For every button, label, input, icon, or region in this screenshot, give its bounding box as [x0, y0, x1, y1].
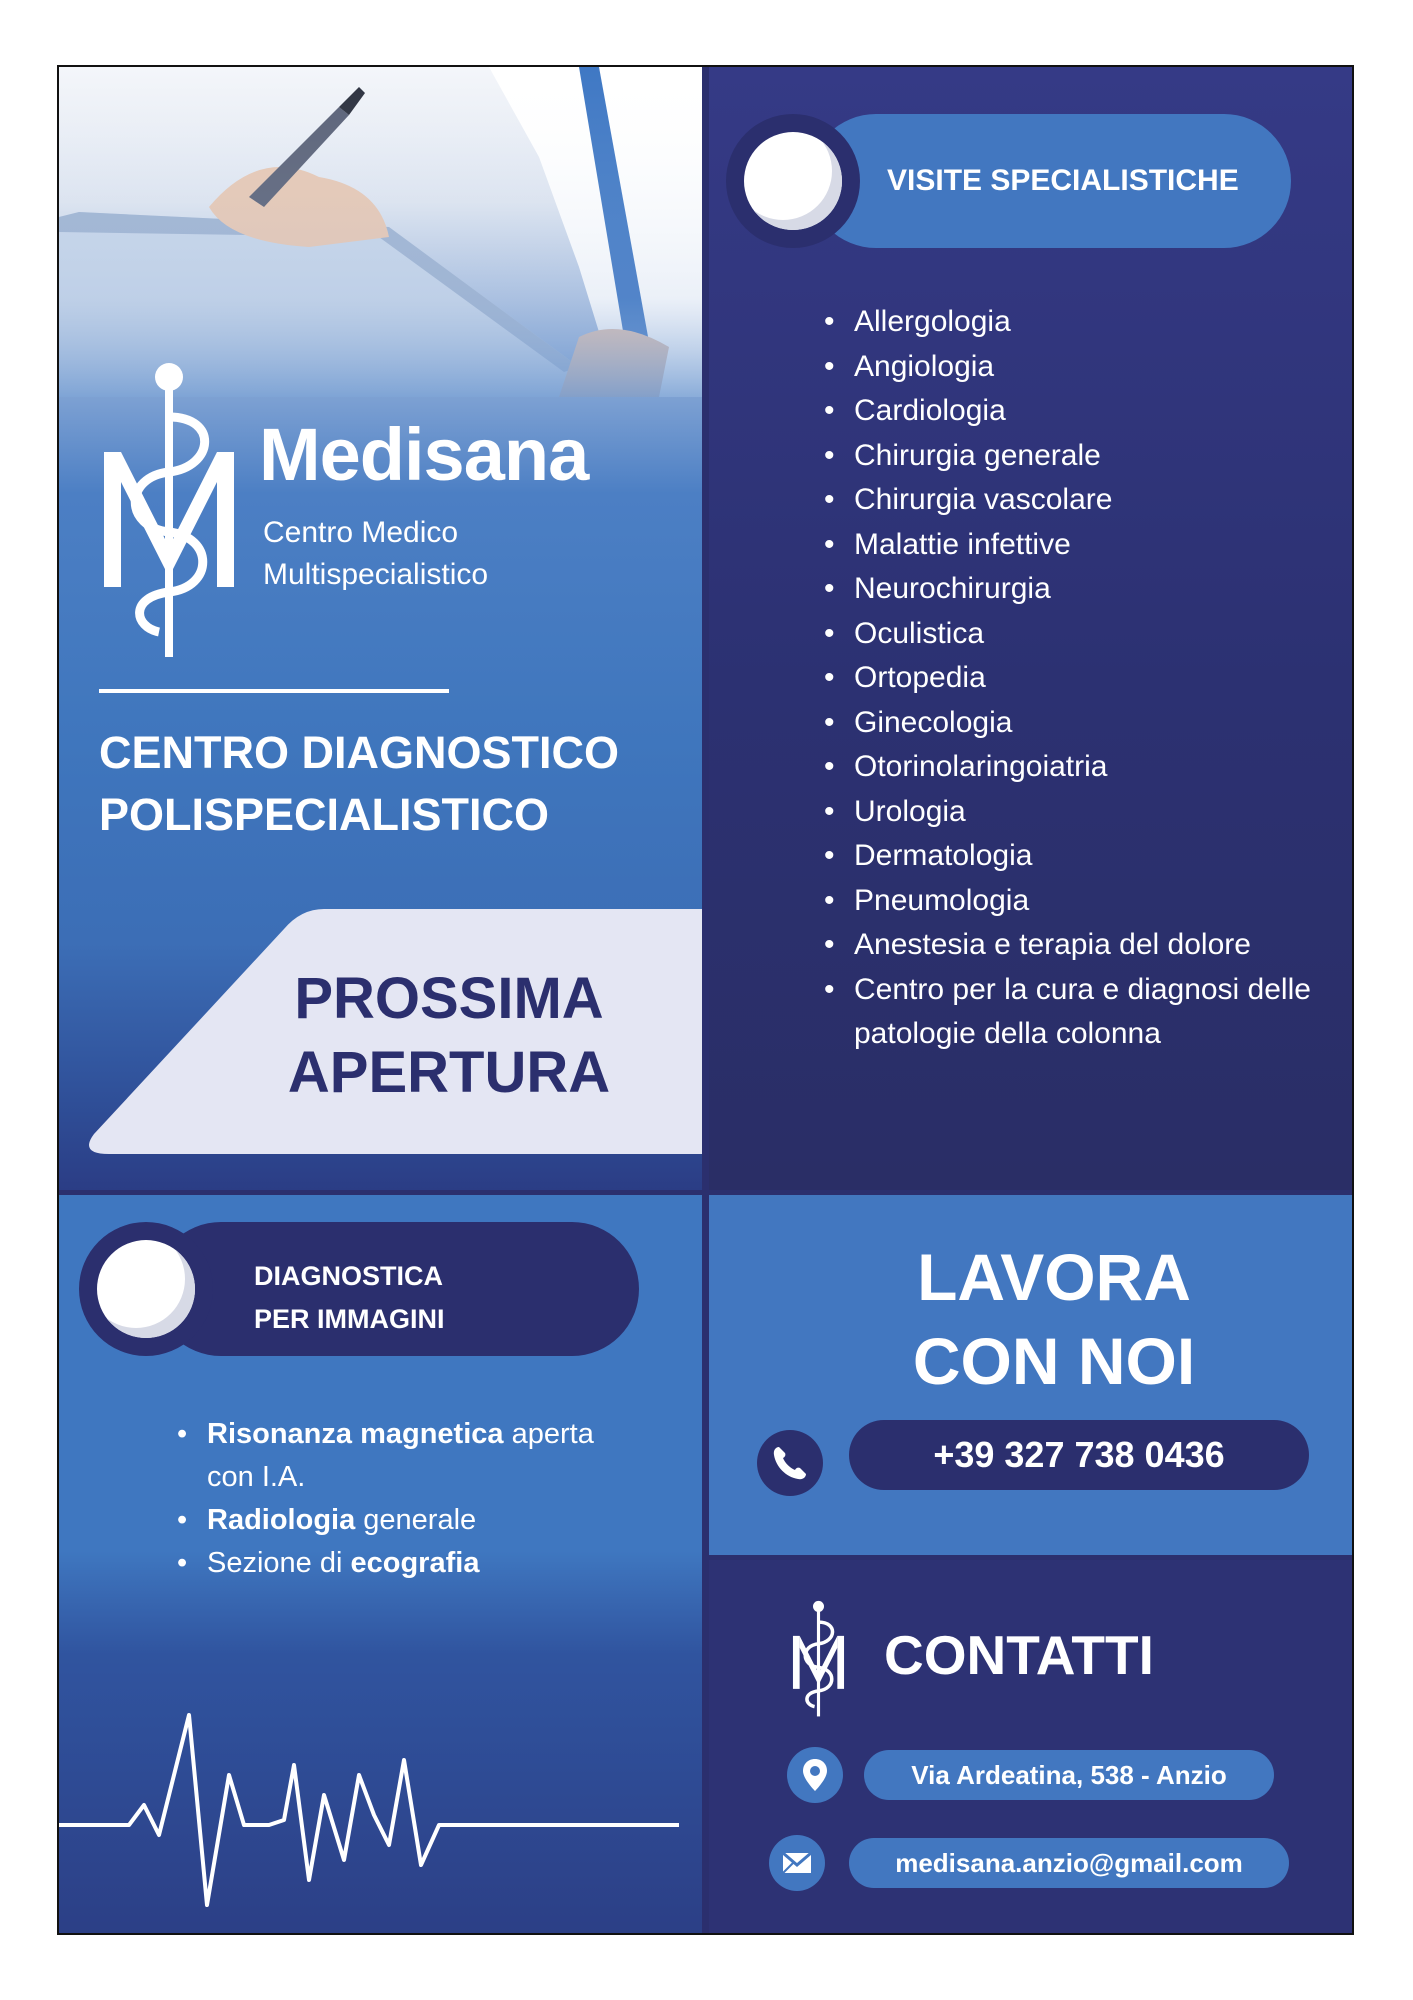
phone-number[interactable]: +39 327 738 0436	[849, 1420, 1309, 1490]
headline-line1: CENTRO DIAGNOSTICO	[99, 727, 620, 778]
doctor-clipboard-photo	[59, 67, 702, 397]
visits-title: VISITE SPECIALISTICHE	[887, 164, 1239, 197]
imaging-title-line2: PER IMMAGINI	[254, 1304, 445, 1334]
contacts-title: CONTATTI	[884, 1624, 1154, 1686]
list-item: • Dermatologia	[824, 834, 1324, 879]
item-bold: Radiologia	[207, 1504, 356, 1536]
list-item	[177, 1413, 647, 1499]
phone-icon	[757, 1430, 823, 1496]
location-pin-icon	[787, 1747, 843, 1803]
list-item: • Ortopedia	[824, 656, 1324, 701]
jobs-line1: LAVORA	[917, 1240, 1191, 1314]
opening-line1: PROSSIMA	[294, 966, 604, 1031]
list-item: • Chirurgia generale	[824, 434, 1324, 479]
list-item: • Anestesia e terapia del dolore	[824, 923, 1254, 968]
address-link[interactable]: Via Ardeatina, 538 - Anzio	[864, 1750, 1274, 1800]
brand-name: Medisana	[259, 413, 589, 496]
list-item: • Malattie infettive	[824, 523, 1324, 568]
headline	[99, 722, 699, 846]
list-item: • Otorinolaringoiatria	[824, 745, 1324, 790]
jobs-line2: CON NOI	[912, 1324, 1196, 1398]
imaging-title	[254, 1255, 445, 1341]
jobs-heading	[709, 1235, 1354, 1403]
list-item: • Cardiologia	[824, 389, 1324, 434]
list-item	[177, 1499, 657, 1542]
imaging-circle-icon	[79, 1222, 213, 1356]
list-item: • Oculistica	[824, 612, 1324, 657]
imaging-list	[177, 1413, 657, 1585]
list-item: • Allergologia	[824, 300, 1324, 345]
list-item: • Ginecologia	[824, 701, 1324, 746]
list-item: • Pneumologia	[824, 879, 1324, 924]
list-item: • Angiologia	[824, 345, 1324, 390]
brand-subtitle-line1: Centro Medico	[263, 516, 459, 549]
visits-panel	[709, 67, 1354, 1190]
flyer	[57, 65, 1354, 1935]
opening-banner	[239, 962, 659, 1110]
jobs-panel	[709, 1195, 1354, 1555]
caduceus-m-logo	[99, 357, 239, 657]
list-item: • Centro per la cura e diagnosi delle patologie della colonna	[824, 968, 1324, 1057]
opening-line2: APERTURA	[287, 1040, 611, 1105]
imaging-panel	[59, 1195, 702, 1935]
headline-line2: POLISPECIALISTICO	[99, 789, 550, 840]
item-text: generale	[355, 1504, 477, 1536]
list-item: • Urologia	[824, 790, 1324, 835]
brand-subtitle-line2: Multispecialistico	[263, 558, 489, 591]
item-text: Sezione di	[207, 1547, 351, 1579]
item-text: aperta con I.A.	[207, 1418, 594, 1493]
list-item	[177, 1542, 657, 1585]
divider	[99, 689, 449, 693]
list-item: • Neurochirurgia	[824, 567, 1324, 612]
specialties-list	[824, 300, 1324, 1057]
brand-panel	[59, 67, 702, 1190]
email-link[interactable]: medisana.anzio@gmail.com	[849, 1838, 1289, 1888]
mail-icon	[769, 1835, 825, 1891]
brand-subtitle	[263, 512, 488, 596]
contacts-panel	[709, 1560, 1354, 1935]
imaging-title-line1: DIAGNOSTICA	[254, 1261, 443, 1291]
item-bold: ecografia	[350, 1547, 480, 1579]
caduceus-m-logo-small	[791, 1595, 846, 1720]
heartbeat-line-icon	[59, 1695, 702, 1915]
list-item: • Chirurgia vascolare	[824, 478, 1324, 523]
item-bold: Risonanza magnetica	[207, 1418, 504, 1450]
visits-circle-icon	[726, 114, 860, 248]
